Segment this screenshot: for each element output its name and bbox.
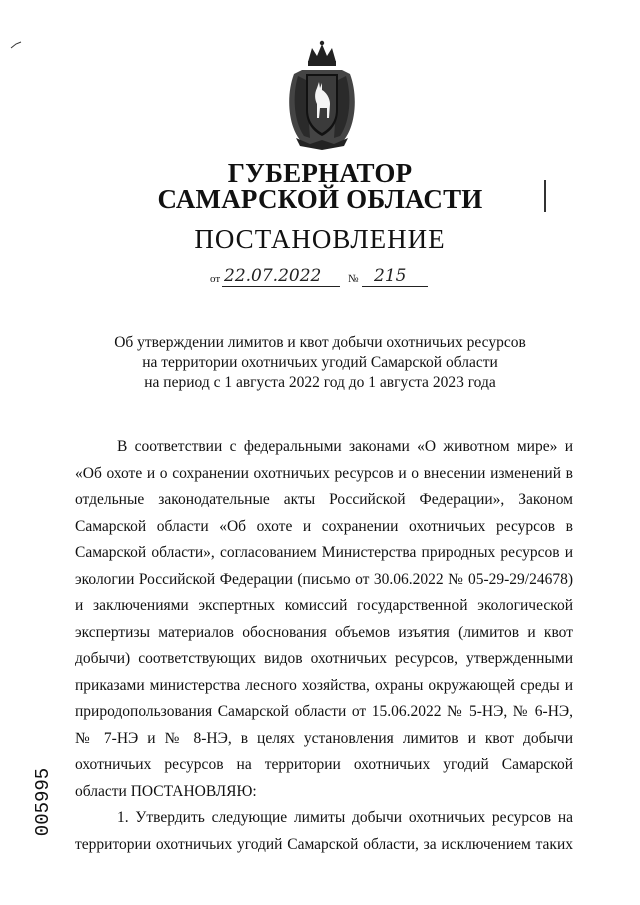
body-line: приказами министерства лесного хозяйства, охраны окружающей среды и — [75, 676, 573, 694]
header-line-2: САМАРСКОЙ ОБЛАСТИ — [157, 184, 483, 214]
document-date: 22.07.2022 — [224, 266, 322, 286]
body-line: № 7-НЭ и № 8-НЭ, в целях установления лимитов и квот добычи — [75, 729, 573, 747]
date-underline — [222, 286, 340, 287]
body-line: Самарской области «Об охоте и сохранении охотничьих ресурсов в — [75, 517, 573, 535]
number-underline — [362, 286, 428, 287]
margin-mark — [10, 40, 22, 50]
document-number: 215 — [374, 266, 407, 286]
number-label: № — [348, 273, 359, 285]
body-line: 1. Утвердить следующие лимиты добычи охотничьих ресурсов на — [117, 809, 573, 826]
document-type: ПОСТАНОВЛЕНИЕ — [194, 224, 446, 254]
from-label: от — [210, 273, 221, 285]
registration-stamp-number — [32, 762, 54, 842]
body-line: территории охотничьих угодий Самарской области, за исключением таких — [75, 835, 573, 853]
stamp-number-text: 005995 — [32, 767, 54, 837]
body-line: и заключениями экспертных комиссий государственной экологической — [75, 597, 573, 614]
body-line: экологии Российской Федерации (письмо от 30.06.2022 № 05-29-29/24678) — [75, 570, 573, 588]
body-line: «Об охоте и о сохранении охотничьих ресурсов и о внесении изменений в — [75, 464, 573, 482]
header-line-1: ГУБЕРНАТОР — [227, 158, 413, 188]
body-line: добычи) соответствующих видов охотничьих ресурсов, утвержденными — [75, 650, 573, 667]
body-line: природопользования Самарской области от 15.06.2022 № 5-НЭ, № 6-НЭ, — [75, 703, 573, 720]
body-line: экспертизы материалов обоснования объемов изъятия (лимитов и квот — [75, 623, 573, 641]
body-line: охотничьих ресурсов на территории охотничьих угодий Самарской — [75, 756, 573, 773]
subject-line: на территории охотничьих угодий Самарской области — [142, 354, 498, 371]
subject-line: Об утверждении лимитов и квот добычи охотничьих ресурсов — [114, 334, 526, 351]
document-subject — [80, 333, 560, 393]
body-line: В соответствии с федеральными законами «О животном мире» и — [117, 438, 573, 455]
subject-line: на период с 1 августа 2022 год до 1 августа 2023 года — [144, 374, 496, 391]
body-line: области ПОСТАНОВЛЯЮ: — [75, 782, 257, 800]
body-line: Самарской области», согласованием Министерства природных ресурсов и — [75, 544, 573, 561]
body-line: отдельные законодательные акты Российской Федерации», Законом — [75, 491, 573, 508]
document-body — [75, 434, 573, 858]
samara-coat-of-arms-icon — [284, 40, 360, 150]
